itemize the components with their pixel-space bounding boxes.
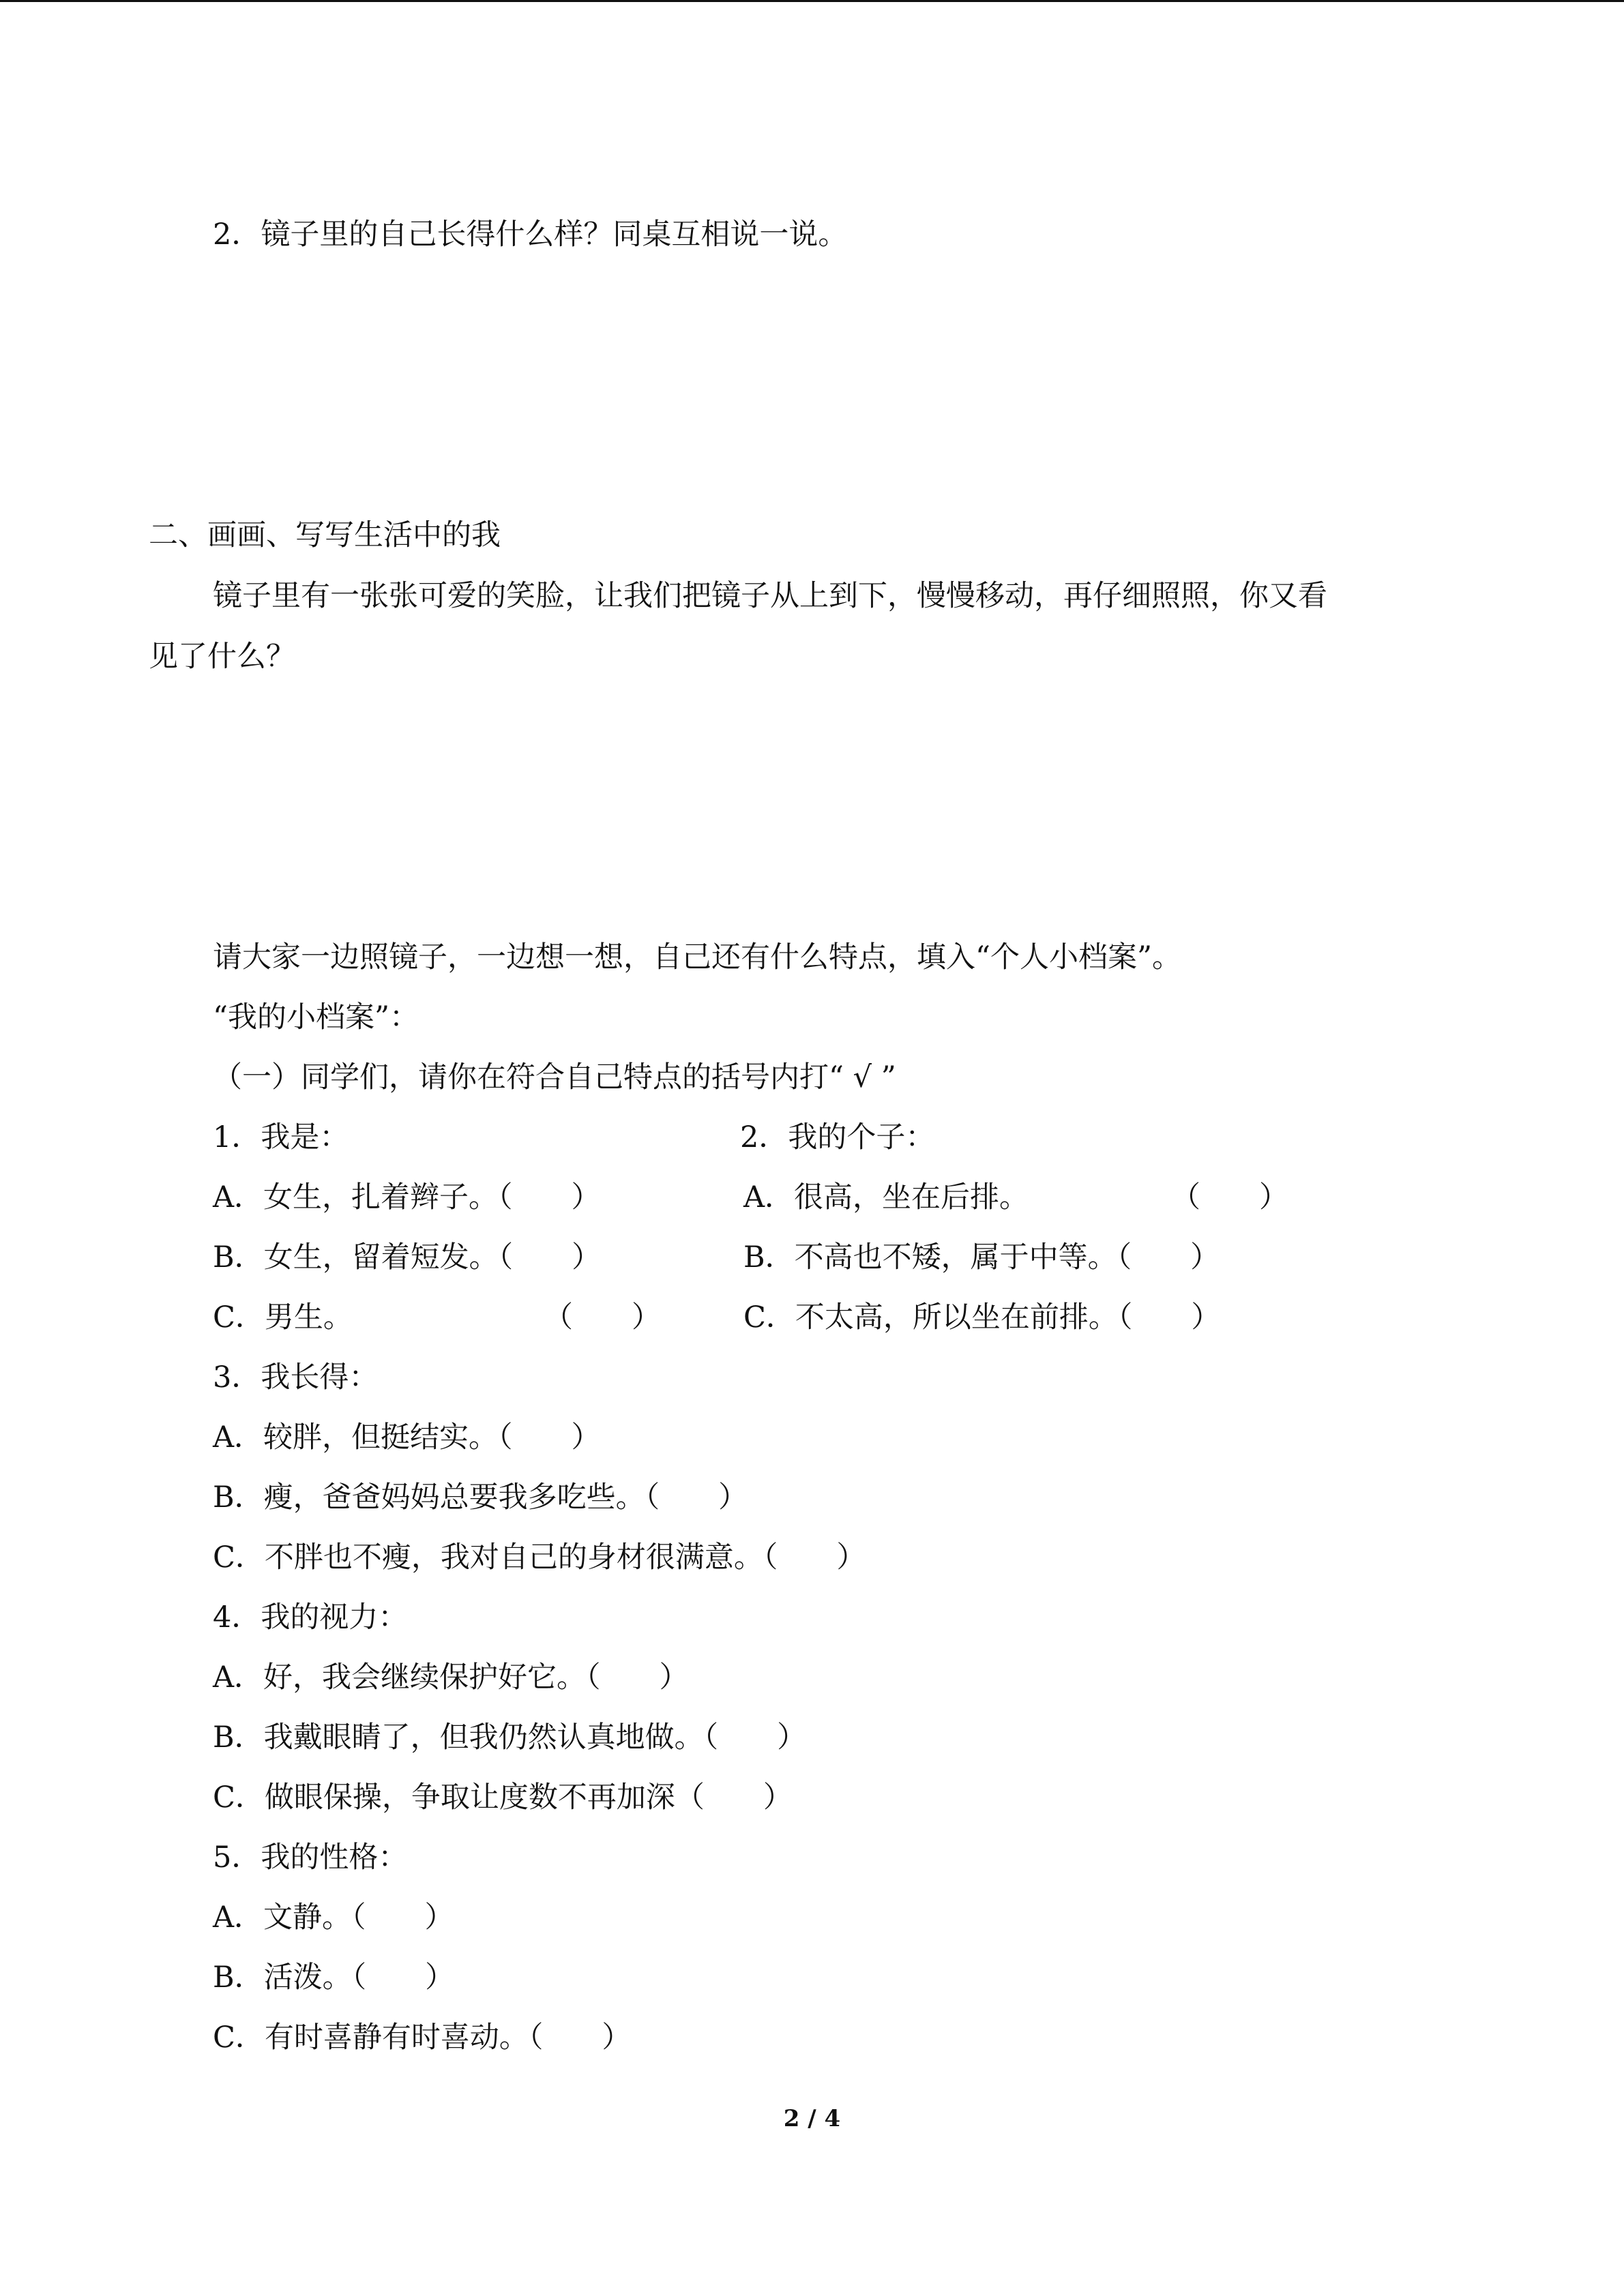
q3-option-a: A．较胖，但挺结实。（ ） (213, 1420, 601, 1455)
q1-option-b: B．女生，留着短发。（ ） (213, 1240, 602, 1274)
q3-title: 3．我长得： (213, 1360, 379, 1395)
q3-option-c: C．不胖也不瘦，我对自己的身材很满意。（ ） (213, 1540, 866, 1575)
q2-title: 2．我的个子： (740, 1120, 935, 1154)
q3-option-b: B．瘦，爸爸妈妈总要我多吃些。（ ） (213, 1480, 748, 1515)
profile-instruction: 请大家一边照镜子，一边想一想，自己还有什么特点，填入“个人小档案”。 (213, 940, 1181, 974)
profile-sub-heading: （一）同学们，请你在符合自己特点的括号内打“ √ ” (213, 1060, 896, 1094)
section-2-heading: 二、画画、写写生活中的我 (149, 518, 501, 552)
q2-option-c: C．不太高，所以坐在前排。（ ） (743, 1300, 1221, 1335)
q5-option-a: A．文静。（ ） (213, 1900, 454, 1935)
q2-option-b: B．不高也不矮，属于中等。（ ） (743, 1240, 1220, 1274)
q5-option-b: B．活泼。（ ） (213, 1960, 455, 1995)
page-number: 2 / 4 (783, 2105, 841, 2132)
q4-option-c: C．做眼保操，争取让度数不再加深（ ） (213, 1780, 793, 1815)
q2-option-a-bracket: （ ） (1171, 1180, 1288, 1214)
q4-option-a: A．好，我会继续保护好它。（ ） (213, 1660, 689, 1695)
top-border-line (0, 0, 1624, 2)
section-2-paragraph-line-1: 镜子里有一张张可爱的笑脸，让我们把镜子从上到下，慢慢移动，再仔细照照，你又看 (213, 579, 1327, 613)
profile-title: “我的小档案”： (213, 1000, 419, 1034)
q4-option-b: B．我戴眼睛了，但我仍然认真地做。（ ） (213, 1720, 807, 1755)
q5-title: 5．我的性格： (213, 1840, 408, 1875)
q1-option-c-bracket: （ ） (544, 1300, 661, 1335)
q5-option-c: C．有时喜静有时喜动。（ ） (213, 2021, 632, 2055)
section-2-paragraph-line-2: 见了什么？ (149, 640, 295, 674)
q1-option-c: C．男生。 (213, 1300, 353, 1335)
q4-title: 4．我的视力： (213, 1600, 408, 1635)
q1-title: 1．我是： (213, 1120, 349, 1154)
q2-option-a: A．很高，坐在后排。 (743, 1180, 1029, 1214)
question-2-mirror: 2．镜子里的自己长得什么样？同桌互相说一说。 (213, 218, 848, 252)
q1-option-a: A．女生，扎着辫子。（ ） (213, 1180, 601, 1214)
